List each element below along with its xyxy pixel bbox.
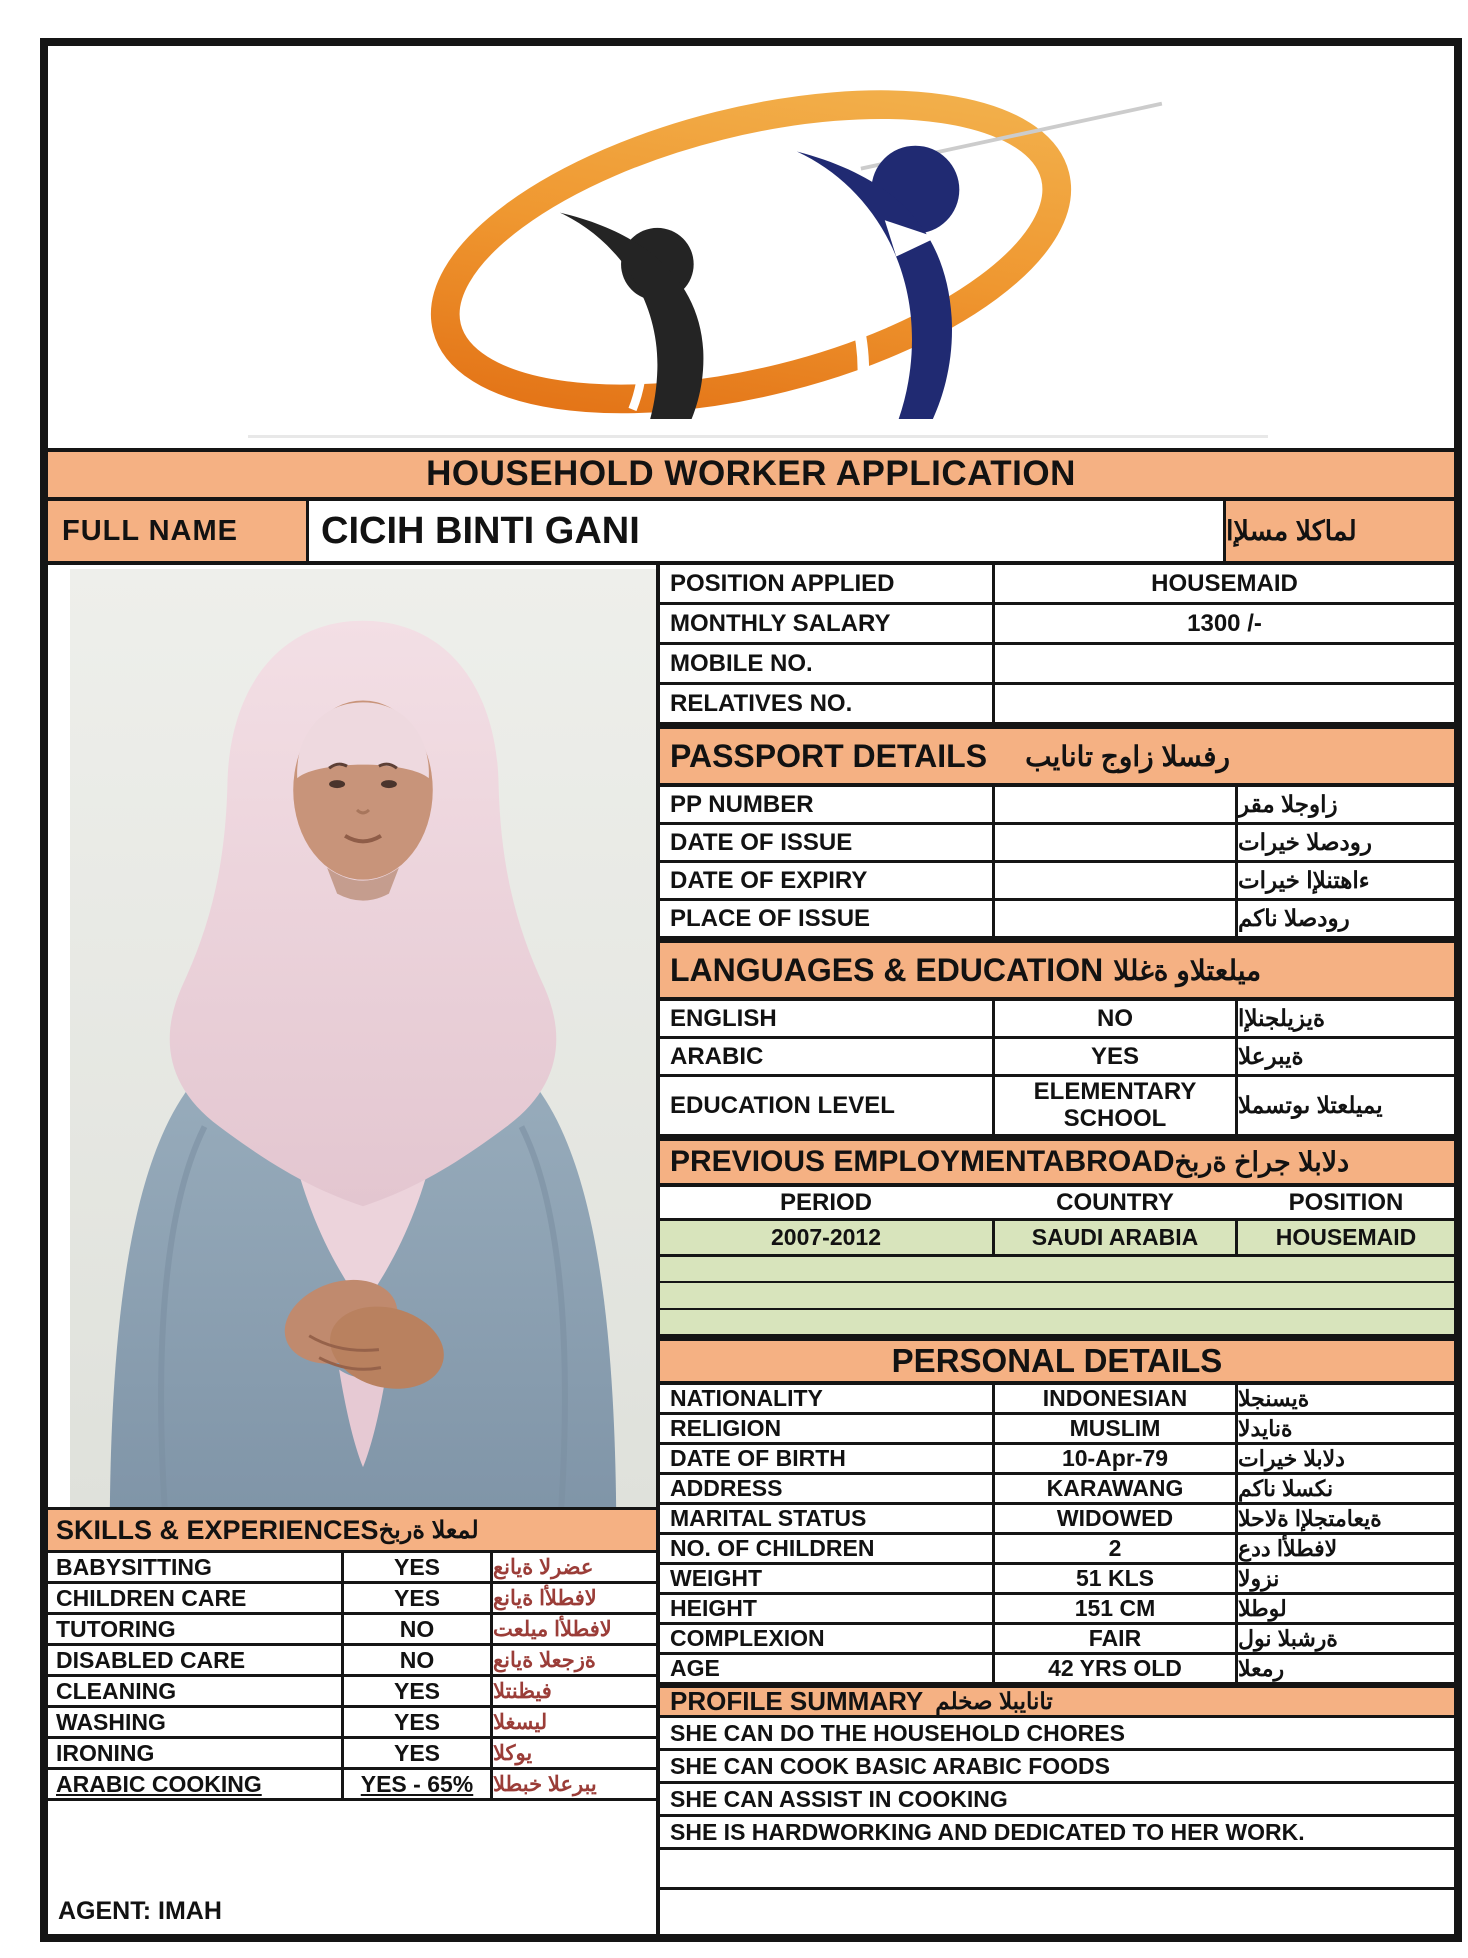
- date-of-issue-row: [660, 825, 1454, 863]
- employment-title-arabic: دلابلا جراخ ةربخ: [1174, 1146, 1350, 1177]
- employment-title: PREVIOUS EMPLOYMENTABROAD: [670, 1145, 1175, 1178]
- religion-row: [660, 1415, 1454, 1445]
- field-arabic: ةرشبلا نول: [1238, 1625, 1338, 1651]
- field-value: [992, 825, 1238, 860]
- full-name-value: CICIH BINTI GANI: [306, 501, 1226, 561]
- field-label: NO. OF CHILDREN: [670, 1535, 875, 1561]
- english-row: [660, 1001, 1454, 1039]
- full-name-row: [48, 501, 1454, 565]
- field-value: 10-Apr-79: [992, 1445, 1238, 1472]
- profile-summary-line: SHE CAN ASSIST IN COOKING: [660, 1784, 1454, 1817]
- page-title: HOUSEHOLD WORKER APPLICATION: [48, 448, 1454, 502]
- field-value: [992, 645, 1454, 682]
- field-arabic: ةيبرعلا: [1238, 1043, 1304, 1069]
- field-arabic: ةيعامتجلإا ةلاحلا: [1238, 1505, 1382, 1531]
- field-label: EDUCATION LEVEL: [670, 1091, 895, 1119]
- languages-title: LANGUAGES & EDUCATION: [670, 951, 1104, 988]
- field-value: 1300 /-: [992, 605, 1454, 642]
- skill-row-children-care: [48, 1584, 656, 1615]
- empty-row: [660, 1283, 1454, 1309]
- monthly-salary-row: [660, 605, 1454, 645]
- skill-value: YES: [341, 1553, 493, 1581]
- skills-section-header: [48, 1507, 656, 1553]
- right-column: [660, 565, 1454, 1934]
- languages-title-arabic: ميلعتلاو ةغللا: [1113, 954, 1262, 986]
- relatives-no-row: [660, 685, 1454, 725]
- full-name-arabic: لماكلا مسلإا: [1226, 501, 1454, 561]
- skill-row-arabic-cooking: [48, 1770, 656, 1801]
- skill-label: CLEANING: [56, 1677, 177, 1704]
- place-of-issue-row: [660, 901, 1454, 939]
- field-value: INDONESIAN: [992, 1385, 1238, 1412]
- two-people-orange-swoosh-logo: [311, 75, 1191, 419]
- applicant-photo: [48, 565, 656, 1507]
- field-arabic: ةيسنجلا: [1238, 1385, 1310, 1411]
- skill-label: ARABIC COOKING: [56, 1770, 262, 1797]
- field-value: [992, 787, 1238, 822]
- field-value: YES: [992, 1039, 1238, 1074]
- skill-label: IRONING: [56, 1739, 155, 1766]
- field-value: KARAWANG: [992, 1475, 1238, 1502]
- field-label: DATE OF BIRTH: [670, 1445, 846, 1471]
- nationality-row: [660, 1385, 1454, 1415]
- height-row: [660, 1595, 1454, 1625]
- complexion-row: [660, 1625, 1454, 1655]
- field-arabic: نزولا: [1238, 1565, 1280, 1591]
- skills-title-arabic: لمعلا ةربخ: [378, 1516, 479, 1544]
- empty-row: [660, 1257, 1454, 1283]
- passport-title: PASSPORT DETAILS: [670, 737, 988, 774]
- field-arabic: يميلعتلا ىوتسملا: [1238, 1092, 1383, 1118]
- skill-row-tutoring: [48, 1615, 656, 1646]
- field-arabic: دلابلا خيرات: [1238, 1445, 1345, 1471]
- main-area: [48, 565, 1454, 1934]
- skill-label: BABYSITTING: [56, 1553, 212, 1580]
- field-value: 42 YRS OLD: [992, 1655, 1238, 1682]
- field-value: [992, 863, 1238, 898]
- field-arabic: رودصلا خيرات: [1238, 829, 1372, 855]
- column-position: POSITION: [1288, 1188, 1404, 1216]
- skill-arabic: لافطلأا ةيانع: [493, 1586, 597, 1610]
- field-label: DATE OF ISSUE: [670, 828, 853, 856]
- field-label: WEIGHT: [670, 1565, 762, 1591]
- field-label: RELIGION: [670, 1415, 782, 1441]
- employment-section-header: [660, 1137, 1454, 1187]
- age-row: [660, 1655, 1454, 1685]
- field-arabic: ةيزيلجنلإا: [1238, 1005, 1326, 1031]
- date-of-birth-row: [660, 1445, 1454, 1475]
- profile-summary-line: SHE IS HARDWORKING AND DEDICATED TO HER WORK.: [660, 1817, 1454, 1850]
- field-label: RELATIVES NO.: [670, 689, 853, 717]
- field-value: [992, 901, 1238, 936]
- field-label: PLACE OF ISSUE: [670, 904, 871, 932]
- skill-value: NO: [341, 1646, 493, 1674]
- empty-row: [660, 1890, 1454, 1934]
- mobile-no-row: [660, 645, 1454, 685]
- divider: [248, 435, 1268, 438]
- field-value: MUSLIM: [992, 1415, 1238, 1442]
- full-name-label: FULL NAME: [48, 501, 306, 561]
- application-document: [40, 38, 1462, 1942]
- field-arabic: ءاهتنلإا خيرات: [1238, 867, 1370, 893]
- field-label: MOBILE NO.: [670, 649, 813, 677]
- profile-summary-line: SHE CAN COOK BASIC ARABIC FOODS: [660, 1751, 1454, 1784]
- field-label: AGE: [670, 1655, 720, 1681]
- field-label: ARABIC: [670, 1042, 764, 1070]
- weight-row: [660, 1565, 1454, 1595]
- empty-row: [660, 1850, 1454, 1890]
- skill-value: YES: [341, 1739, 493, 1767]
- skill-arabic: ةزجعلا ةيانع: [493, 1648, 596, 1672]
- field-value: 51 KLS: [992, 1565, 1238, 1592]
- arabic-row: [660, 1039, 1454, 1077]
- field-arabic: لوطلا: [1238, 1595, 1287, 1621]
- field-label: MARITAL STATUS: [670, 1505, 867, 1531]
- field-value: HOUSEMAID: [992, 565, 1454, 602]
- skills-title: SKILLS & EXPERIENCES: [56, 1514, 379, 1545]
- field-arabic: لافطلأا ددع: [1238, 1535, 1338, 1561]
- employment-country: SAUDI ARABIA: [992, 1221, 1238, 1254]
- pp-number-row: [660, 787, 1454, 825]
- field-value: WIDOWED: [992, 1505, 1238, 1532]
- personal-section-header: PERSONAL DETAILS: [660, 1337, 1454, 1385]
- skill-value: YES - 65%: [341, 1770, 493, 1798]
- field-label: HEIGHT: [670, 1595, 757, 1621]
- skill-arabic: ليسغلا: [493, 1710, 548, 1734]
- field-label: ENGLISH: [670, 1004, 777, 1032]
- address-row: [660, 1475, 1454, 1505]
- employment-position: HOUSEMAID: [1275, 1224, 1417, 1250]
- field-arabic: زاوجلا مقر: [1238, 791, 1338, 817]
- profile-summary-line: SHE CAN DO THE HOUSEHOLD CHORES: [660, 1718, 1454, 1751]
- profile-section-header: [660, 1685, 1454, 1718]
- field-value: NO: [992, 1001, 1238, 1036]
- skill-arabic: يوكلا: [493, 1741, 533, 1765]
- field-arabic: نكسلا ناكم: [1238, 1475, 1334, 1501]
- field-label: MONTHLY SALARY: [670, 609, 891, 637]
- field-label: COMPLEXION: [670, 1625, 825, 1651]
- skill-arabic: يبرعلا خبطلا: [493, 1772, 597, 1796]
- employment-columns-row: [660, 1187, 1454, 1221]
- skill-label: CHILDREN CARE: [56, 1584, 247, 1611]
- left-column: [48, 565, 660, 1934]
- skill-value: NO: [341, 1615, 493, 1643]
- column-period: PERIOD: [779, 1188, 872, 1216]
- field-value: ELEMENTARY SCHOOL: [992, 1077, 1238, 1134]
- field-label: POSITION APPLIED: [670, 569, 895, 597]
- applicant-photo-image: [70, 569, 656, 1507]
- skill-value: YES: [341, 1708, 493, 1736]
- skill-arabic: عضرلا ةيانع: [493, 1555, 594, 1579]
- marital-status-row: [660, 1505, 1454, 1535]
- skill-label: TUTORING: [56, 1615, 176, 1642]
- skill-arabic: فيظنتلا: [493, 1679, 552, 1703]
- skill-arabic: لافطلأا ميلعت: [493, 1617, 612, 1641]
- date-of-expiry-row: [660, 863, 1454, 901]
- employment-empty-rows: [660, 1257, 1454, 1337]
- agency-logo-area: [48, 46, 1454, 448]
- education-level-row: [660, 1077, 1454, 1137]
- skill-row-cleaning: [48, 1677, 656, 1708]
- field-value: FAIR: [992, 1625, 1238, 1652]
- field-value: 151 CM: [992, 1595, 1238, 1622]
- children-row: [660, 1535, 1454, 1565]
- skill-row-ironing: [48, 1739, 656, 1770]
- skill-value: YES: [341, 1584, 493, 1612]
- profile-title: PROFILE SUMMARY: [670, 1686, 924, 1716]
- empty-row: [660, 1310, 1454, 1334]
- field-arabic: رودصلا ناكم: [1238, 905, 1350, 931]
- agent-name: AGENT: IMAH: [58, 1897, 222, 1925]
- field-label: PP NUMBER: [670, 790, 814, 818]
- field-label: ADDRESS: [670, 1475, 783, 1501]
- employment-record-row: [660, 1221, 1454, 1257]
- skill-row-babysitting: [48, 1553, 656, 1584]
- field-arabic: رمعلا: [1238, 1655, 1285, 1681]
- passport-section-header: [660, 725, 1454, 787]
- column-country: COUNTRY: [1056, 1188, 1174, 1216]
- field-label: DATE OF EXPIRY: [670, 866, 868, 894]
- field-arabic: ةنايدلا: [1238, 1415, 1293, 1441]
- skill-label: WASHING: [56, 1708, 166, 1735]
- passport-title-arabic: رفسلا زاوج تانايب: [1025, 740, 1231, 772]
- field-label: NATIONALITY: [670, 1385, 823, 1411]
- employment-period: 2007-2012: [771, 1224, 881, 1250]
- languages-section-header: [660, 939, 1454, 1001]
- skill-label: DISABLED CARE: [56, 1646, 246, 1673]
- field-value: [992, 685, 1454, 722]
- position-applied-row: [660, 565, 1454, 605]
- profile-title-arabic: تانايبلا صخلم: [935, 1688, 1053, 1714]
- field-value: 2: [992, 1535, 1238, 1562]
- skill-row-disabled-care: [48, 1646, 656, 1677]
- skill-value: YES: [341, 1677, 493, 1705]
- skill-row-washing: [48, 1708, 656, 1739]
